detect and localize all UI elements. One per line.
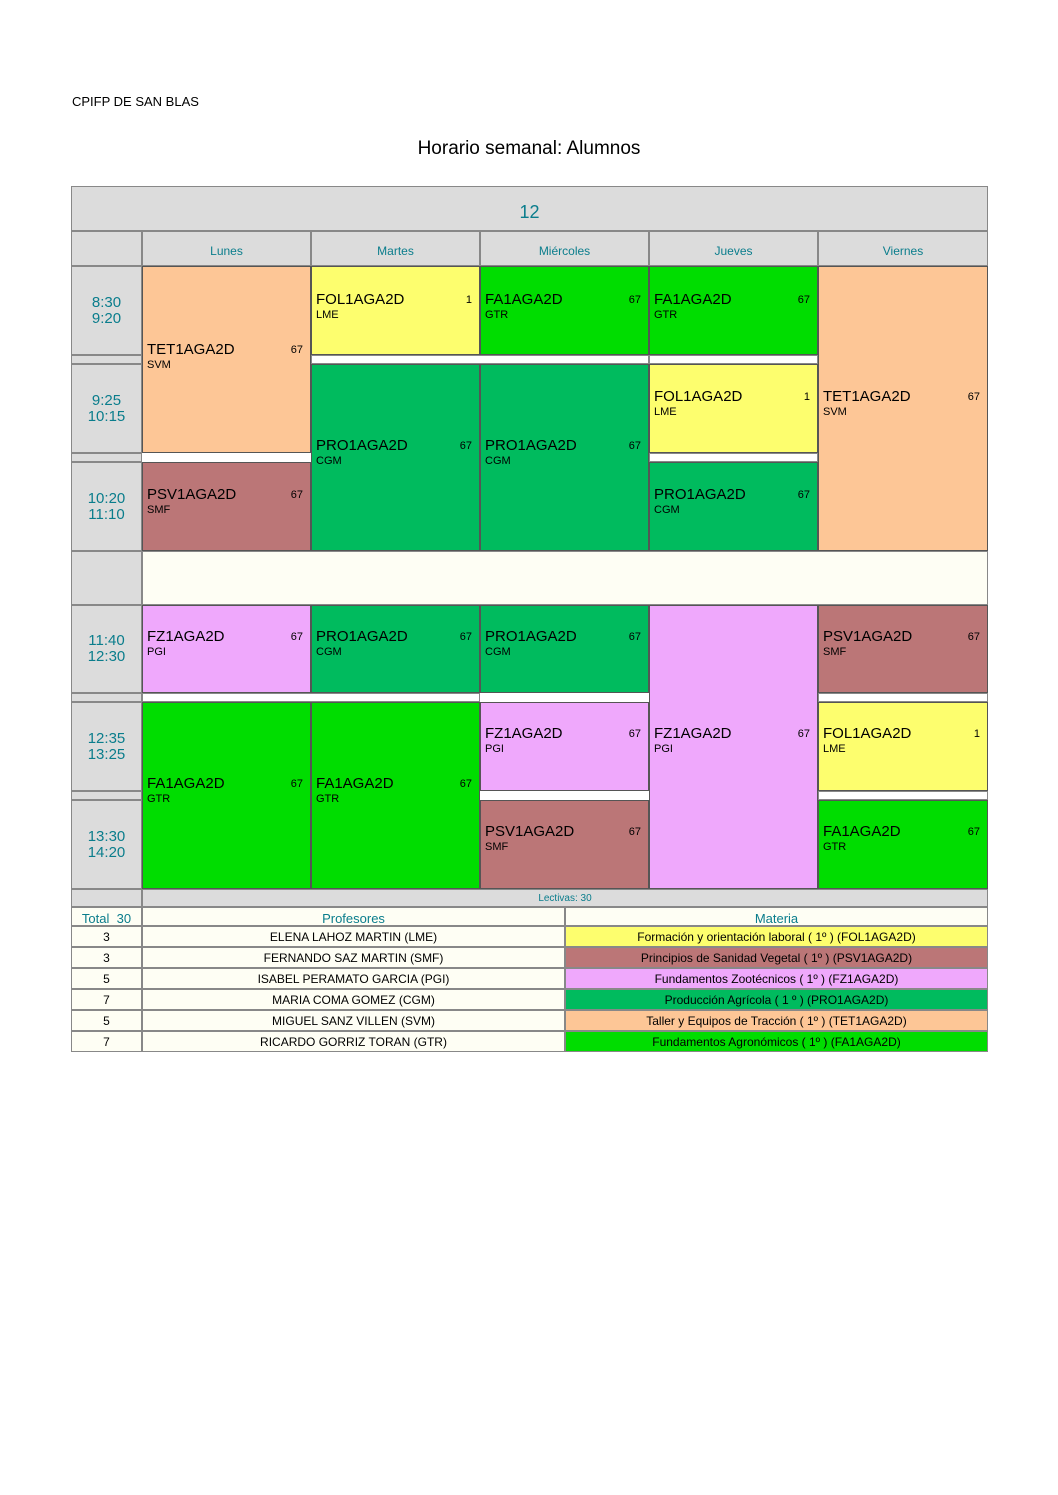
- row-count: 7: [71, 989, 142, 1010]
- teacher-code: GTR: [823, 841, 847, 853]
- session-cell[interactable]: [142, 605, 311, 693]
- time-start: 12:35: [87, 729, 126, 747]
- room-number: 67: [628, 440, 641, 452]
- row-count: 3: [71, 947, 142, 968]
- session-cell[interactable]: [649, 266, 818, 355]
- room-number: 1: [973, 728, 980, 740]
- session-cell[interactable]: [649, 364, 818, 453]
- time-end: 14:20: [87, 843, 126, 861]
- session-cell[interactable]: [818, 266, 988, 551]
- subject-code: FA1AGA2D: [654, 291, 732, 308]
- session-cell[interactable]: [480, 364, 649, 551]
- row-subject: Fundamentos Agronómicos ( 1º ) (FA1AGA2D): [565, 1031, 988, 1052]
- lectivas-count: Lectivas: 30: [142, 889, 988, 907]
- subject-code: FZ1AGA2D: [654, 725, 732, 742]
- time-start: 9:25: [91, 391, 122, 409]
- subject-code: FOL1AGA2D: [654, 388, 743, 405]
- school-name: CPIFP DE SAN BLAS: [72, 94, 199, 109]
- subject-code: FA1AGA2D: [316, 775, 394, 792]
- time-end: 12:30: [87, 648, 126, 665]
- row-count: 5: [71, 1010, 142, 1031]
- subject-code: FZ1AGA2D: [147, 628, 225, 645]
- row-count: 7: [71, 1031, 142, 1052]
- session-cell[interactable]: [480, 702, 649, 791]
- time-slot-5: [71, 702, 142, 791]
- session-cell[interactable]: [142, 702, 311, 889]
- row-subject: Taller y Equipos de Tracción ( 1º ) (TET1AGA2D): [565, 1010, 988, 1031]
- day-header-lunes: Lunes: [142, 231, 311, 266]
- time-start: 13:30: [87, 827, 126, 845]
- teacher-code: SMF: [823, 646, 847, 658]
- teacher-code: CGM: [485, 646, 511, 658]
- time-slot-4: [71, 605, 142, 693]
- subject-code: PRO1AGA2D: [485, 437, 577, 454]
- session-cell[interactable]: [818, 605, 988, 693]
- subject-code: TET1AGA2D: [147, 341, 235, 358]
- time-end: 13:25: [87, 745, 126, 763]
- row-teacher: ISABEL PERAMATO GARCIA (PGI): [142, 968, 565, 989]
- row-teacher: RICARDO GORRIZ TORAN (GTR): [142, 1031, 565, 1052]
- time-gap: [71, 693, 142, 702]
- time-gap: [71, 453, 142, 462]
- total-text: Total: [81, 911, 110, 926]
- room-number: 67: [459, 778, 472, 790]
- total-label: [71, 907, 142, 926]
- subject-code: PRO1AGA2D: [654, 486, 746, 503]
- day-header-viernes: Viernes: [818, 231, 988, 266]
- subject-code: FOL1AGA2D: [823, 725, 912, 742]
- row-subject: Fundamentos Zootécnicos ( 1º ) (FZ1AGA2D): [565, 968, 988, 989]
- room-number: 67: [967, 631, 980, 643]
- room-number: 67: [628, 826, 641, 838]
- teacher-code: PGI: [485, 743, 504, 755]
- slot-separator: [649, 453, 818, 462]
- teacher-code: SVM: [147, 359, 171, 371]
- row-count: 3: [71, 926, 142, 947]
- room-number: 67: [797, 294, 810, 306]
- room-number: 1: [803, 391, 810, 403]
- teacher-code: LME: [316, 309, 339, 321]
- page-title: Horario semanal: Alumnos: [417, 138, 641, 159]
- room-number: 67: [628, 631, 641, 643]
- room-number: 67: [459, 631, 472, 643]
- corner-cell: [71, 231, 142, 266]
- time-end: 10:15: [87, 407, 126, 425]
- room-number: 67: [628, 728, 641, 740]
- teacher-code: GTR: [485, 309, 509, 321]
- room-number: 67: [967, 826, 980, 838]
- session-cell[interactable]: [311, 702, 480, 889]
- session-cell[interactable]: [142, 266, 311, 453]
- subject-code: PSV1AGA2D: [485, 823, 575, 840]
- session-cell[interactable]: [818, 702, 988, 791]
- teacher-code: LME: [823, 743, 846, 755]
- session-cell[interactable]: [480, 266, 649, 355]
- teacher-code: SMF: [147, 504, 171, 516]
- room-number: 67: [290, 631, 303, 643]
- time-slot-3: [71, 462, 142, 551]
- time-start: 11:40: [88, 632, 125, 649]
- session-cell[interactable]: [480, 800, 649, 889]
- teacher-code: PGI: [147, 646, 166, 658]
- session-cell[interactable]: [649, 462, 818, 551]
- time-start: 10:20: [87, 489, 126, 507]
- teacher-code: CGM: [316, 646, 342, 658]
- time-slot-2: [71, 364, 142, 453]
- recess-label-cell: [71, 551, 142, 605]
- teacher-code: GTR: [316, 793, 340, 805]
- time-end: 11:10: [88, 505, 125, 523]
- slot-separator: [142, 693, 480, 702]
- time-gap: [71, 791, 142, 800]
- day-header-jueves: Jueves: [649, 231, 818, 266]
- subject-code: FA1AGA2D: [147, 775, 225, 792]
- lectivas-label-cell: [71, 889, 142, 907]
- subject-code: PRO1AGA2D: [316, 628, 408, 645]
- subject-code: FOL1AGA2D: [316, 291, 405, 308]
- teacher-code: CGM: [485, 455, 511, 467]
- total-value: 30: [116, 911, 132, 926]
- row-subject: Principios de Sanidad Vegetal ( 1º ) (PSV1AGA2D): [565, 947, 988, 968]
- teacher-code: CGM: [654, 504, 680, 516]
- day-header-miercoles: Miércoles: [480, 231, 649, 266]
- row-teacher: FERNANDO SAZ MARTIN (SMF): [142, 947, 565, 968]
- room-number: 1: [465, 294, 472, 306]
- session-cell[interactable]: [818, 800, 988, 889]
- session-cell[interactable]: [142, 462, 311, 551]
- slot-separator: [649, 355, 818, 364]
- teacher-code: LME: [654, 406, 677, 418]
- time-slot-6: [71, 800, 142, 889]
- teacher-code: SMF: [485, 841, 509, 853]
- teacher-code: GTR: [147, 793, 171, 805]
- subject-code: PRO1AGA2D: [485, 628, 577, 645]
- session-cell[interactable]: [311, 266, 480, 355]
- room-number: 67: [797, 728, 810, 740]
- row-teacher: MARIA COMA GOMEZ (CGM): [142, 989, 565, 1010]
- group-header: 12: [71, 186, 988, 231]
- room-number: 67: [797, 489, 810, 501]
- room-number: 67: [290, 778, 303, 790]
- time-slot-1: [71, 266, 142, 355]
- time-start: 8:30: [91, 293, 122, 311]
- teacher-code: SVM: [823, 406, 847, 418]
- slot-separator: [818, 693, 988, 702]
- row-teacher: MIGUEL SANZ VILLEN (SVM): [142, 1010, 565, 1031]
- slot-separator: [818, 791, 988, 800]
- materia-header: Materia: [565, 907, 988, 926]
- room-number: 67: [290, 489, 303, 501]
- teacher-code: CGM: [316, 455, 342, 467]
- subject-code: PRO1AGA2D: [316, 437, 408, 454]
- session-cell[interactable]: [649, 605, 818, 889]
- session-cell[interactable]: [311, 605, 480, 693]
- teacher-code: GTR: [654, 309, 678, 321]
- teacher-code: PGI: [654, 743, 673, 755]
- subject-code: FA1AGA2D: [485, 291, 563, 308]
- room-number: 67: [628, 294, 641, 306]
- row-teacher: ELENA LAHOZ MARTIN (LME): [142, 926, 565, 947]
- recess-row: [142, 551, 988, 605]
- subject-code: FA1AGA2D: [823, 823, 901, 840]
- profesores-header: Profesores: [142, 907, 565, 926]
- room-number: 67: [459, 440, 472, 452]
- row-subject: Formación y orientación laboral ( 1º ) (FOL1AGA2D): [565, 926, 988, 947]
- subject-code: TET1AGA2D: [823, 388, 911, 405]
- time-end: 9:20: [91, 309, 122, 327]
- slot-separator: [311, 355, 649, 364]
- subject-code: PSV1AGA2D: [823, 628, 913, 645]
- row-count: 5: [71, 968, 142, 989]
- session-cell[interactable]: [311, 364, 480, 551]
- subject-code: PSV1AGA2D: [147, 486, 237, 503]
- day-header-martes: Martes: [311, 231, 480, 266]
- row-subject: Producción Agrícola ( 1 º ) (PRO1AGA2D): [565, 989, 988, 1010]
- room-number: 67: [290, 344, 303, 356]
- room-number: 67: [967, 391, 980, 403]
- subject-code: FZ1AGA2D: [485, 725, 563, 742]
- session-cell[interactable]: [480, 605, 649, 693]
- time-gap: [71, 355, 142, 364]
